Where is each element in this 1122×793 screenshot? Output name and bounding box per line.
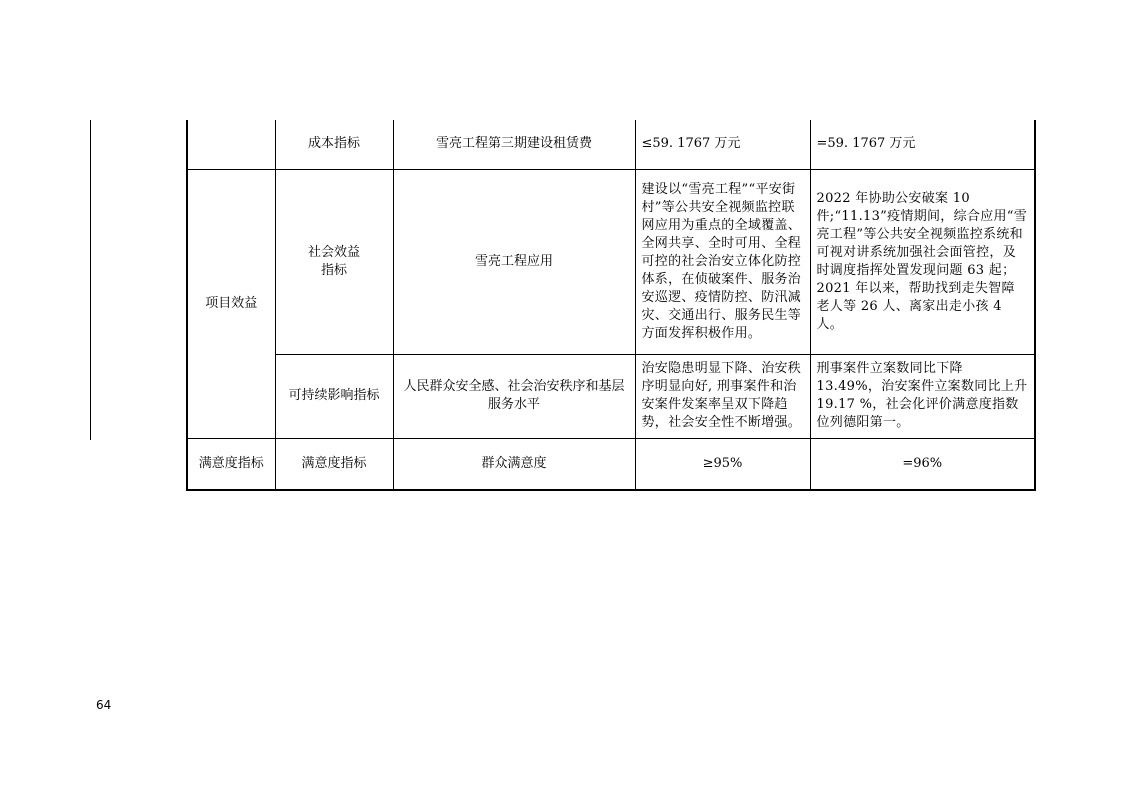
social-level2-cell <box>275 169 393 354</box>
satisfaction-level2-cell: 满意度指标 <box>275 438 393 490</box>
sustain-level2-cell <box>275 354 393 438</box>
performance-indicator-table <box>186 120 1036 491</box>
social-level3-cell: 雪亮工程应用 <box>393 169 635 354</box>
social-actual-cell: 2022 年协助公安破案 10 件;“11.13”疫情期间，综合应用“雪亮工程”等公共安全视频监控系统和可视对讲系统加强社会面管控，及时调度指挥处置发现问题 63 起；2021 年以来，帮助找到走失智障老人等 26 人、离家出走小孩 4 人。 <box>810 169 1035 354</box>
empty-level1-cell <box>187 120 275 169</box>
sustain-actual-cell: 刑事案件立案数同比下降 13.49%，治安案件立案数同比上升 19.17 %，社会化评价满意度指数位列德阳第一。 <box>810 354 1035 438</box>
social-level2-text: 社会效益指标 <box>307 244 360 278</box>
social-target-cell: 建设以“雪亮工程”“平安街村”等公共安全视频监控联网应用为重点的全域覆盖、全网共享、全时可用、全程可控的社会治安立体化防控体系，在侦破案件、服务治安巡逻、疫情防控、防汛减灾、交通出行、服务民生等方面发挥积极作用。 <box>635 169 810 354</box>
satisfaction-target-cell: ≥95% <box>635 438 810 490</box>
cost-level2-cell: 成本指标 <box>275 120 393 169</box>
table-row-sustain <box>187 354 1035 438</box>
satisfaction-actual-cell: =96% <box>810 438 1035 490</box>
cost-target-cell: ≤59. 1767 万元 <box>635 120 810 169</box>
sustain-level3-cell: 人民群众安全感、社会治安秩序和基层服务水平 <box>393 354 635 438</box>
cost-level3-cell: 雪亮工程第三期建设租赁费 <box>393 120 635 169</box>
page-number: 64 <box>96 698 112 712</box>
cost-actual-cell: =59. 1767 万元 <box>810 120 1035 169</box>
table-row-social <box>187 169 1035 354</box>
left-margin-rule <box>90 120 91 440</box>
sustain-level2-text: 可持续影响指标 <box>288 388 380 403</box>
benefit-group-cell: 项目效益 <box>187 169 275 438</box>
sustain-target-cell: 治安隐患明显下降、治安秩序明显向好, 刑事案件和治安案件发案率呈双下降趋势，社会安全性不断增强。 <box>635 354 810 438</box>
table-row-satisfaction <box>187 438 1035 490</box>
satisfaction-level1-cell: 满意度指标 <box>187 438 275 490</box>
satisfaction-level3-cell: 群众满意度 <box>393 438 635 490</box>
table-row-cost <box>187 120 1035 169</box>
